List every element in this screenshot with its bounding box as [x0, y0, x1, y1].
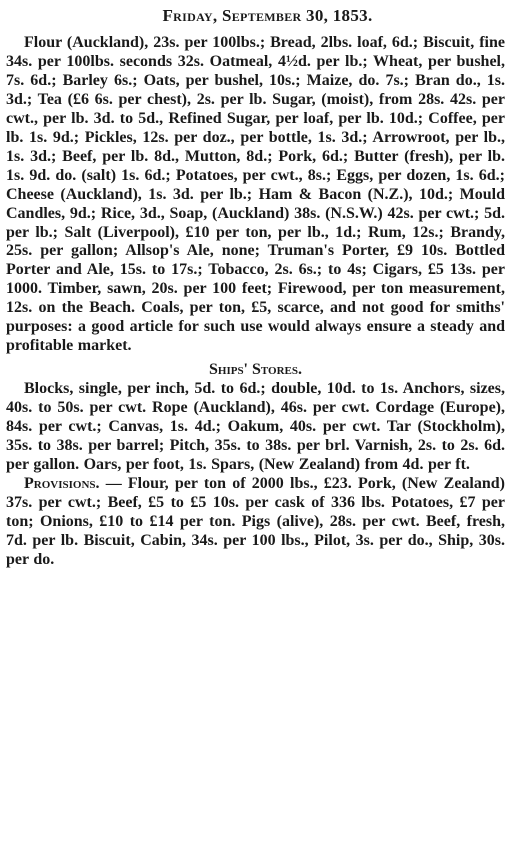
- provisions-paragraph: [6, 475, 505, 570]
- ships-stores-heading: Ships' Stores.: [208, 361, 302, 379]
- market-prices-paragraph: Flour (Auckland), 23s. per 100lbs.; Bread, 2lbs. loaf, 6d.; Biscuit, fine 34s. per 100lbs. seconds 32s. Oatmeal, 4½d. per lb.; Wheat, per bushel, 7s. 6d.; Barley 6s.; Oats, per bushel, 10s.; Maize, do. 7s.; Bran do., 1s. 3d.; Tea (£6 6s. per chest), 2s. per lb. Sugar, (moist), from 28s. 42s. per cwt., per lb. 3d. to 5d., Refined Sugar, per loaf, per lb. 10d.; Coffee, per lb. 1s. 9d.; Pickles, 12s. per doz., per bottle, 1s. 3d.; Arrowroot, per lb., 1s. 3d.; Beef, per lb. 8d., Mutton, 8d.; Pork, 6d.; Butter (fresh), per lb. 1s. 9d. do. (salt) 1s. 6d.; Potatoes, per cwt., 8s.; Eggs, per dozen, 1s. 6d.; Cheese (Auckland), 1s. 3d. per lb.; Ham & Bacon (N.Z.), 10d.; Mould Candles, 9d.; Rice, 3d., Soap, (Auckland) 38s. (N.S.W.) 42s. per cwt.; 5d. per lb.; Salt (Liverpool), £10 per ton, per lb., 1d.; Rum, 12s.; Brandy, 25s. per gallon; Allsop's Ale, none; Truman's Porter, £9 10s. Bottled Porter and Ale, 15s. to 17s.; Tobacco, 2s. 6s.; to 4s; Cigars, £5 13s. per 1000. Timber, sawn, 20s. per 100 feet; Firewood, per ton measurement, 12s. on the Beach. Coals, per ton, £5, scarce, and not good for smiths' purposes: a good article for such use would always ensure a steady and profitable market.: [6, 34, 505, 355]
- provisions-text: — Flour, per ton of 2000 lbs., £23. Pork, (New Zealand) 37s. per cwt.; Beef, £5 to £5 10s. per cask of 336 lbs. Potatoes, £7 per ton; Onions, £10 to £14 per ton. Pigs (alive), 28s. per cwt. Beef, fresh, 7d. per lb. Biscuit, Cabin, 34s. per 100 lbs., Pilot, 3s. per do., Ship, 30s. per do.: [6, 474, 505, 568]
- date-heading: Friday, September 30, 1853.: [162, 6, 373, 25]
- provisions-label: Provisions.: [24, 474, 100, 492]
- ships-stores-paragraph: Blocks, single, per inch, 5d. to 6d.; double, 10d. to 1s. Anchors, sizes, 40s. to 50s. per cwt. Rope (Auckland), 46s. per cwt. Cordage (Europe), 84s. per cwt.; Canvas, 1s. 4d.; Oakum, 40s. per cwt. Tar (Stockholm), 35s. to 38s. per barrel; Pitch, 35s. to 38s. per brl. Varnish, 2s. to 2s. 6d. per gallon. Oars, per foot, 1s. Spars, (New Zealand) from 4d. per ft.: [6, 380, 505, 474]
